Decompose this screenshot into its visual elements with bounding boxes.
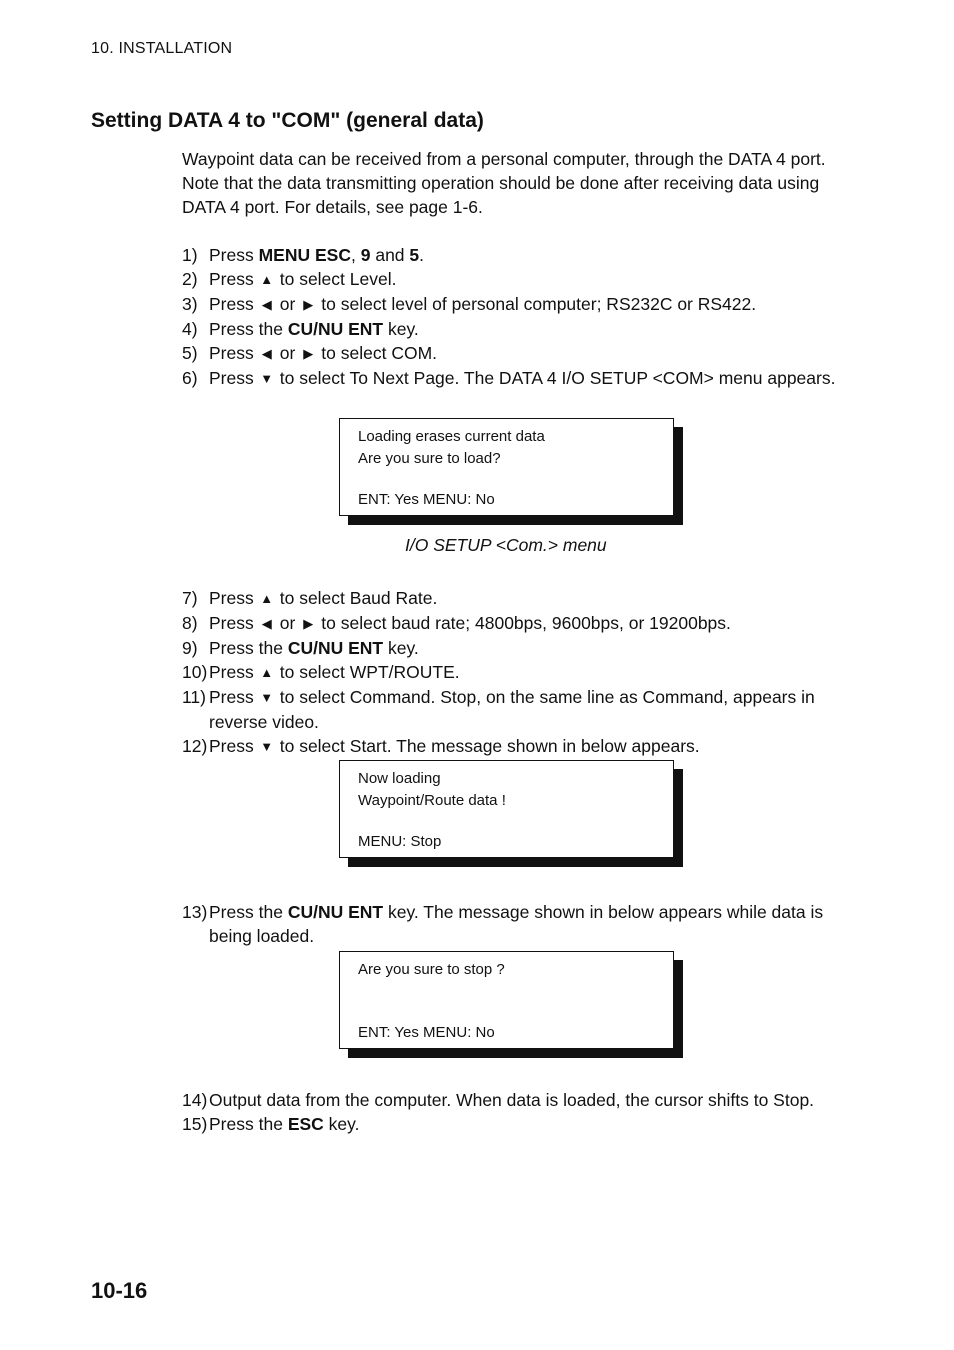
up-arrow-icon: ▲ (260, 591, 274, 606)
key-cu-nu-ent: CU/NU ENT (287, 638, 384, 658)
step-10: 10) Press ▲ to select WPT/ROUTE. (182, 660, 852, 685)
key-cu-nu-ent: CU/NU ENT (287, 902, 384, 922)
dialog-line: Waypoint/Route data ! (358, 792, 506, 809)
dialog-now-loading (339, 760, 674, 858)
section-title: Setting DATA 4 to "COM" (general data) (91, 109, 484, 132)
dialog-line: Loading erases current data (358, 428, 545, 445)
step-7: 7) Press ▲ to select Baud Rate. (182, 586, 852, 611)
step-3: 3) Press ◀ or ▶ to select level of personal computer; RS232C or RS422. (182, 292, 852, 317)
running-head: 10. INSTALLATION (91, 40, 233, 57)
up-arrow-icon: ▲ (260, 272, 274, 287)
dialog-line: Are you sure to load? (358, 450, 501, 467)
right-arrow-icon: ▶ (303, 297, 314, 312)
intro-paragraph: Waypoint data can be received from a personal computer, through the DATA 4 port. Note that the data transmitting operation should be done after receiving data using DATA 4 port. For details, see page 1-6. (182, 149, 826, 217)
step-12: 12) Press ▼ to select Start. The message shown in below appears. (182, 734, 852, 759)
dialog-load-confirm (339, 418, 674, 516)
step-13: 13) Press the CU/NU ENT key. The message shown in below appears while data is being loaded. (182, 902, 824, 946)
key-menu-esc: MENU ESC (258, 245, 351, 265)
step-6: 6) Press ▼ to select To Next Page. The DATA 4 I/O SETUP <COM> menu appears. (182, 366, 852, 391)
step-1: 1) Press MENU ESC, 9 and 5. (182, 245, 425, 265)
step-14: 14) Output data from the computer. When data is loaded, the cursor shifts to Stop. (182, 1090, 815, 1110)
dialog-stop-confirm (339, 951, 674, 1049)
dialog-line: Are you sure to stop ? (358, 961, 505, 978)
key-cu-nu-ent: CU/NU ENT (287, 319, 384, 339)
dialog-line: Now loading (358, 770, 441, 787)
step-5: 5) Press ◀ or ▶ to select COM. (182, 341, 852, 366)
up-arrow-icon: ▲ (260, 665, 274, 680)
key-5: 5 (409, 245, 420, 265)
right-arrow-icon: ▶ (303, 346, 314, 361)
key-9: 9 (360, 245, 371, 265)
figure-caption: I/O SETUP <Com.> menu (405, 535, 607, 555)
down-arrow-icon: ▼ (260, 690, 274, 705)
steps-group-3 (182, 900, 852, 948)
steps-group-2 (182, 586, 852, 759)
page-number: 10-16 (91, 1278, 148, 1303)
left-arrow-icon: ◀ (261, 297, 272, 312)
dialog-line: ENT: Yes MENU: No (358, 1024, 495, 1041)
down-arrow-icon: ▼ (260, 739, 274, 754)
left-arrow-icon: ◀ (261, 346, 272, 361)
dialog-line: MENU: Stop (358, 833, 442, 850)
down-arrow-icon: ▼ (260, 371, 274, 386)
left-arrow-icon: ◀ (261, 616, 272, 631)
step-4: 4) Press the CU/NU ENT key. (182, 319, 419, 339)
step-2: 2) Press ▲ to select Level. (182, 267, 852, 292)
steps-group-1 (182, 243, 852, 391)
right-arrow-icon: ▶ (303, 616, 314, 631)
step-15: 15) Press the ESC key. (182, 1114, 360, 1134)
steps-group-4 (182, 1088, 852, 1136)
step-11: 11) Press ▼ to select Command. Stop, on the same line as Command, appears in reverse video. (182, 687, 815, 732)
key-esc: ESC (287, 1114, 324, 1134)
step-9: 9) Press the CU/NU ENT key. (182, 638, 419, 658)
step-8: 8) Press ◀ or ▶ to select baud rate; 4800bps, 9600bps, or 19200bps. (182, 611, 852, 636)
dialog-line: ENT: Yes MENU: No (358, 491, 495, 508)
